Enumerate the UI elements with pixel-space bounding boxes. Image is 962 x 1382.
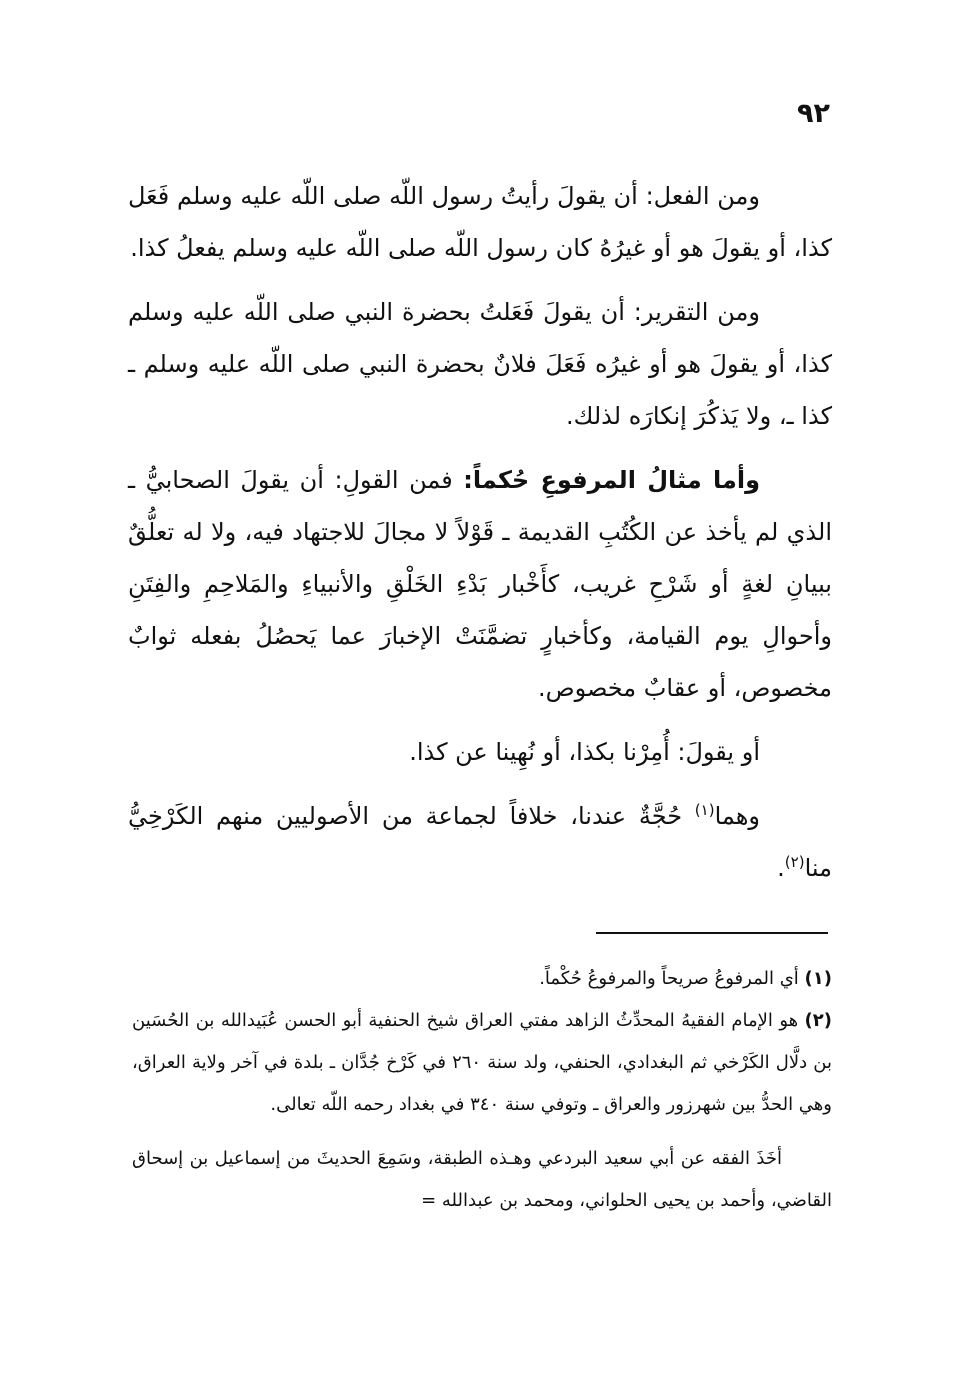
paragraph-action: ومن الفعل: أن يقولَ رأيتُ رسول اللّه صلى اللّه عليه وسلم فَعَل كذا، أو يقولَ هو أو غيرُهُ كان رسول اللّه صلى اللّه عليه وسلم يفعلُ كذا. [128,182,832,262]
footnote-ref-2: (٢) [784,853,805,871]
section-heading: وأما مثالُ المرفوعِ حُكماً: [463,466,760,494]
paragraph-ruling-example [128,454,832,714]
footnote-2-marker: (٢) [804,1010,832,1031]
paragraph-ruling-text: فمن القولِ: أن يقولَ الصحابيُّ ـ الذي لم يأخذ عن الكُتُبِ القديمة ـ قَوْلاً لا مجالَ للاجتهاد فيه، ولا له تعلُّقٌ ببيانِ لغةٍ أو شَرْحِ غريب، كأَخْبار بَدْءِ الخَلْقِ والأنبياءِ والمَلاحِمِ والفِتَنِ وأحوالِ يوم القيامة، وكأخبارٍ تضمَّنَتْ الإخبارَ عما يَحصُلُ بفعله ثوابٌ مخصوص، أو عقابٌ مخصوص. [128,466,832,702]
footnote-2-continuation: أخَذَ الفقه عن أبي سعيد البردعي وهـذه الطبقة، وسَمِعَ الحديثَ من إسماعيل بن إسحاق القاضي، وأحمد بن يحيى الحلواني، ومحمد بن عبدالله = [132,1148,832,1211]
proof-mid: حُجَّةٌ عندنا، خلافاً لجماعة من الأصوليين منهم الكَرْخِيُّ منا [128,802,832,882]
main-text [128,170,832,906]
proof-end: . [777,854,785,882]
footnote-ref-1: (١) [694,801,715,819]
footnote-1 [132,958,832,1000]
paragraph-command: أو يقولَ: أُمِرْنا بكذا، أو نُهِينا عن كذا. [409,738,760,766]
footnote-2-text: هو الإمام الفقيهُ المحدِّثُ الزاهد مفتي العراق شيخ الحنفية أبو الحسن عُبَيدالله بن الحُسَين بن دلَّال الكَرْخي ثم البغدادي، الحنفي، ولد سنة ٢٦٠ في كَرْخ جُدَّان ـ بلدة في آخر ولاية العراق، وهي الحدُّ بين شهرزور والعراق ـ وتوفي سنة ٣٤٠ في بغداد رحمه اللّه تعالى. [132,1010,832,1115]
paragraph-approval: ومن التقرير: أن يقولَ فَعَلتُ بحضرة النبي صلى اللّه عليه وسلم كذا، أو يقولَ هو أو غيرُه فَعَلَ فلانٌ بحضرة النبي صلى اللّه عليه وسلم ـ كذا ـ، ولا يَذكُرَ إنكارَه لذلك. [128,298,832,430]
footnotes [132,958,832,1222]
footnote-divider [596,932,828,934]
footnote-1-text: أي المرفوعُ صريحاً والمرفوعُ حُكْماً. [539,968,805,989]
proof-start: وهما [714,802,760,830]
page-number: ٩٢ [797,98,830,129]
footnote-1-marker: (١) [804,968,832,989]
footnote-2 [132,1000,832,1126]
paragraph-proof [128,790,832,894]
